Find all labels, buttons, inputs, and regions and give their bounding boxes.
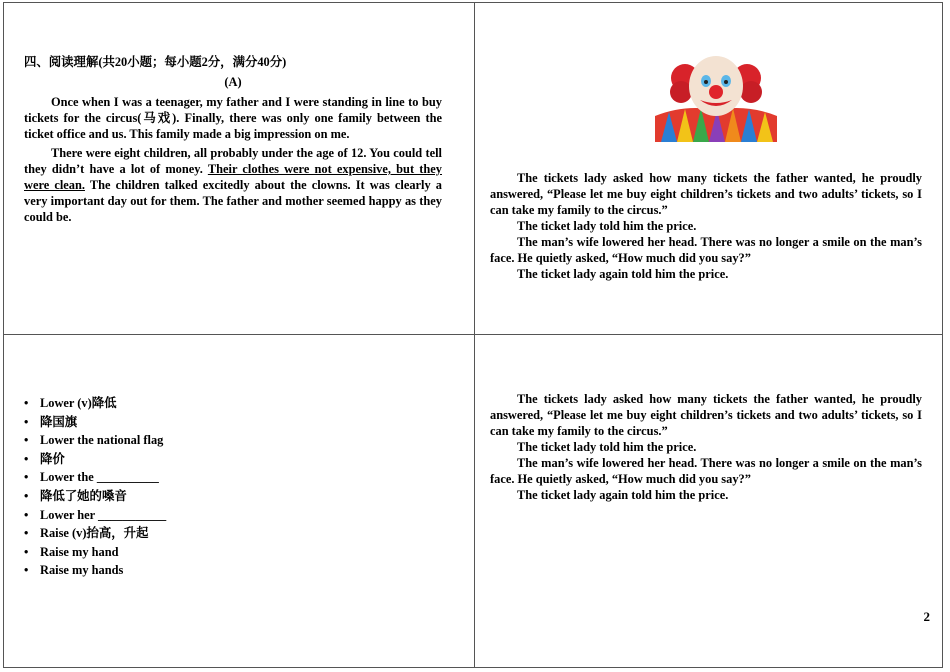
page-number: 2 [923,609,930,624]
bullet: • [24,526,29,541]
list-item-text: Raise (v)抬高，升起 [40,526,149,541]
vertical-divider [474,2,475,668]
bullet: • [24,433,29,448]
vocabulary-list [24,394,404,580]
list-item [24,524,404,543]
slide-bottom-right [490,391,922,503]
list-item [24,431,404,450]
list-item [24,506,404,525]
list-item-text: Lower (v)降低 [40,396,117,410]
bullet: • [24,544,29,559]
list-item [24,450,404,469]
bullet: • [24,507,29,522]
list-item [24,468,404,487]
bullet: • [24,396,29,410]
list-item [24,394,404,413]
list-item-text: 降国旗 [40,414,78,429]
passage-paragraph-1: Once when I was a teenager, my father and I were standing in line to buy tickets for the circus(马戏). Finally, there was only one family between the ticket office and us. This family made a big impression on me. [24,95,442,141]
list-item-text: Lower her ___________ [40,507,167,522]
list-item-text: Lower the __________ [40,470,159,485]
story-line-2: The ticket lady told him the price. [517,219,697,233]
clown-image [655,54,777,142]
underlined-sentence: Their clothes were not expensive, but they were clean. [24,162,442,192]
story-line-1: The tickets lady asked how many tickets the father wanted, he proudly answered, “Please let me buy eight children’s tickets and two adults’ tickets, so I can take my family to the circus.” [490,392,922,438]
list-item-text: Raise my hands [40,563,124,578]
bullet: • [24,470,29,485]
horizontal-divider [3,334,943,335]
story-line-4: The ticket lady again told him the price. [517,267,729,281]
list-item-text: Raise my hand [40,544,119,559]
bullet: • [24,451,29,466]
story-line-1: The tickets lady asked how many tickets the father wanted, he proudly answered, “Please let me buy eight children’s tickets and two adults’ tickets, so I can take my family to the circus.” [490,171,922,217]
paragraph-2-end: The children talked excitedly about the clowns. It was clearly a very important day out for them. The father and mother seemed happy as they could be. [24,178,442,224]
slide-top-right [490,170,922,282]
bullet: • [24,414,29,429]
section-heading: 四、阅读理解(共20小题；每小题2分，满分40分) [24,55,287,69]
list-item-text: Lower the national flag [40,433,164,448]
passage-paragraph-2 [24,145,442,225]
list-item-text: 降低了她的嗓音 [40,488,127,503]
list-item [24,487,404,506]
story-line-2: The ticket lady told him the price. [517,440,697,454]
paragraph-2-start: There were eight children, all probably under the age of 12. You could tell they didn’t have a lot of money. [24,146,442,176]
story-line-3: The man’s wife lowered her head. There was no longer a smile on the man’s face. He quietly asked, “How much did you say?” [490,235,922,265]
story-line-3: The man’s wife lowered her head. There was no longer a smile on the man’s face. He quietly asked, “How much did you say?” [490,456,922,486]
list-item [24,543,404,562]
slide-top-left [24,54,442,228]
list-item [24,413,404,432]
story-line-4: The ticket lady again told him the price. [517,488,729,502]
list-item [24,561,404,580]
section-label: (A) [224,75,242,89]
list-item-text: 降价 [40,451,65,466]
bullet: • [24,563,29,578]
slide-bottom-left [24,394,404,580]
bullet: • [24,488,29,503]
